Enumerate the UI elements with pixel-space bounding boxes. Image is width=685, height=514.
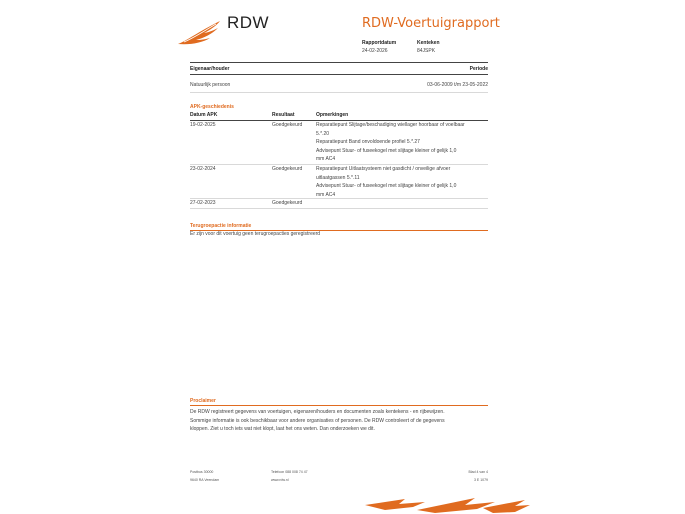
remark-line: Advisepunt Stuur- of fuseekogel met slijtage kleiner of gelijk 1,0 <box>316 147 457 154</box>
owner-type: Natuurlijk persoon <box>190 82 231 88</box>
remark-line: Reparatiepunt Band onvoldoende profiel 5.*.27 <box>316 139 420 145</box>
footer-city: 9640 RA Veendam <box>190 478 220 482</box>
rapportdatum-value: 24-02-2026 <box>362 48 388 54</box>
apk-row-remarks <box>316 121 465 164</box>
logo-text: RDW <box>227 13 270 32</box>
footer-website: www.rdw.nl <box>271 478 289 482</box>
owner-header-rule <box>190 74 488 75</box>
footer-code: 3 E 1079 <box>473 478 488 482</box>
rapportdatum-label: Rapportdatum <box>362 40 397 46</box>
apk-row-result: Goedgekeurd <box>272 166 303 172</box>
disclaimer-section-title: Proclaimer <box>190 398 216 404</box>
footer-page: Blad 4 van 4 <box>468 470 488 474</box>
disclaimer-line: kloppen. Ziet u toch iets wat niet klopt, laat het ons weten. Dan onderzoeken we dit. <box>190 426 375 432</box>
owner-top-rule <box>190 62 488 63</box>
apk-row-date: 19-02-2025 <box>190 122 216 128</box>
owner-period: 03-06-2009 t/m 23-05-2022 <box>427 82 488 88</box>
recalls-section-title: Terugroepactie informatie <box>190 223 252 229</box>
footer-phone: Telefoon 088 008 74 47 <box>271 470 308 474</box>
disclaimer-text <box>190 408 445 434</box>
remark-line: mm AC4 <box>316 191 336 198</box>
remark-line: 5.*.20 <box>316 130 330 137</box>
apk-col-date: Datum APK <box>190 112 218 118</box>
footer-page-info <box>440 468 488 484</box>
apk-col-result: Resultaat <box>272 112 295 118</box>
report-title: RDW-Voertuigrapport <box>362 16 500 31</box>
period-label: Periode <box>469 66 488 72</box>
footer-address <box>190 468 219 484</box>
owner-label: Eigenaar/houder <box>190 66 230 72</box>
kenteken-value: 84JSPK <box>417 48 436 54</box>
owner-bottom-rule <box>190 92 488 93</box>
remark-line: Reparatiepunt Slijtage/beschadiging wiellager hoorbaar of voelbaar <box>316 122 465 128</box>
remark-line: Advisepunt Stuur- of fuseekogel met slijtage kleiner of gelijk 1,0 <box>316 183 457 189</box>
apk-row-remarks <box>316 165 456 199</box>
apk-col-remarks: Opmerkingen <box>316 112 349 118</box>
recalls-text: Er zijn voor dit voertuig geen terugroepacties geregistreerd <box>190 231 321 237</box>
disclaimer-line: De RDW registreert gegevens van voertuigen, eigenaren/houders en documenten zoals kentekens - en rijbewijzen. <box>190 409 445 415</box>
remark-line: mm AC4 <box>316 156 336 162</box>
decorative-stripes-icon <box>365 496 530 514</box>
kenteken-label: Kenteken <box>417 40 440 46</box>
disclaimer-rule <box>190 405 488 406</box>
apk-row-result: Goedgekeurd <box>272 122 303 128</box>
rdw-logo-icon <box>176 18 224 46</box>
apk-row-rule <box>190 208 488 209</box>
apk-section-title: APK-geschiedenis <box>190 104 234 110</box>
apk-row-rule <box>190 198 488 199</box>
footer-postbus: Postbus 30000 <box>190 470 214 474</box>
apk-row-date: 23-02-2024 <box>190 166 216 172</box>
apk-row-result: Goedgekeurd <box>272 200 303 206</box>
apk-row-date: 27-02-2023 <box>190 200 216 206</box>
remark-line: uitlaatgassen 5.*.11 <box>316 174 360 181</box>
disclaimer-line: Sommige informatie is ook beschikbaar voor andere organisaties of personen. De RDW controleert of de gegevens <box>190 417 445 424</box>
footer-contact <box>271 468 308 484</box>
remark-line: Reparatiepunt Uitlaatsysteem niet gasdicht / onveilige afvoer <box>316 166 451 172</box>
